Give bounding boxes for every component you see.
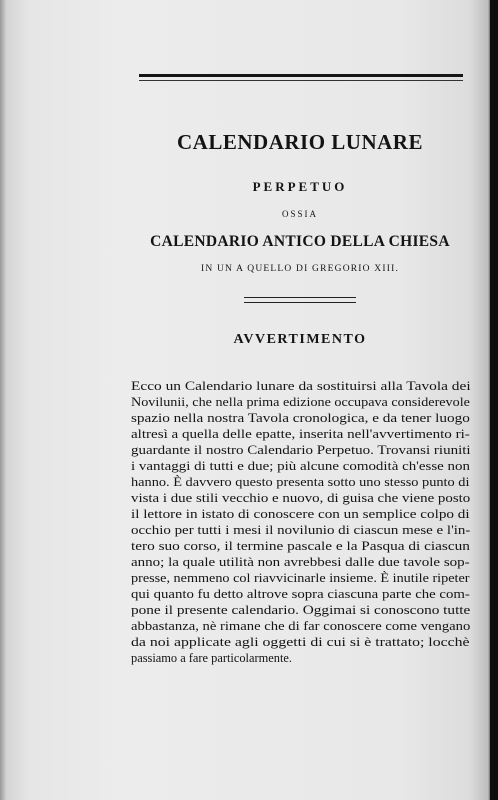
text-line: tero suo corso, il termine pascale e la Pasqua di ciascun	[131, 539, 470, 553]
text-line: passiamo a fare particolarmente.	[131, 651, 292, 665]
text-line: hanno. È davvero questo presenta sotto uno stesso punto di	[131, 475, 470, 489]
text-line: presse, nemmeno col riavvicinarle insieme. È inutile ripeter	[131, 571, 470, 585]
text-line: abbastanza, nè rimane che di far conoscere come vengano	[131, 619, 471, 633]
subtitle-calendario-antico: CALENDARIO ANTICO DELLA CHIESA	[150, 233, 450, 250]
page-gutter-shadow	[0, 0, 6, 800]
text-line: occhio per tutti i mesi il novilunio di ciascun mese e l'in-	[131, 523, 471, 537]
header-rule-thick	[139, 74, 463, 77]
text-line: Novilunii, che nella prima edizione occupava considerevole	[131, 395, 470, 409]
header-rule-thin	[139, 80, 463, 81]
subtitle-ossia: OSSIA	[281, 209, 318, 219]
text-line: Ecco un Calendario lunare da sostituirsi alla Tavola dei	[131, 379, 471, 393]
text-line: qui quanto fu detto altrove sopra ciascuna parte che com-	[131, 587, 470, 601]
text-line: pone il presente calendario. Oggimai si conoscono tutte	[131, 603, 471, 617]
text-line: i vantaggi di tutti e due; più alcune comodità ch'esse non	[131, 459, 470, 473]
text-line: il lettore in istato di conoscere con un semplice colpo di	[131, 507, 470, 521]
section-divider	[244, 297, 356, 303]
text-line: spazio nella nostra Tavola cronologica, e da tener luogo	[131, 411, 470, 425]
text-line: altresì a quella delle epatte, inserita nell'avvertimento ri-	[131, 427, 470, 441]
page-edge-shadow	[490, 0, 498, 800]
text-line: anno; la quale utilità non avrebbesi dalle due tavole sop-	[131, 555, 470, 569]
subtitle-gregorio: IN UN A QUELLO DI GREGORIO XIII.	[200, 264, 400, 274]
page-title: CALENDARIO LUNARE	[177, 130, 423, 154]
subtitle-perpetuo: PERPETUO	[252, 179, 348, 194]
text-line: da noi applicate agli oggetti di cui si è trattato; locchè	[131, 635, 470, 649]
text-line: vista i due stili vecchio e nuovo, di guisa che viene posto	[131, 491, 471, 505]
section-heading: AVVERTIMENTO	[233, 332, 367, 347]
text-line: guardante il nostro Calendario Perpetuo. Trovansi riuniti	[131, 443, 471, 457]
